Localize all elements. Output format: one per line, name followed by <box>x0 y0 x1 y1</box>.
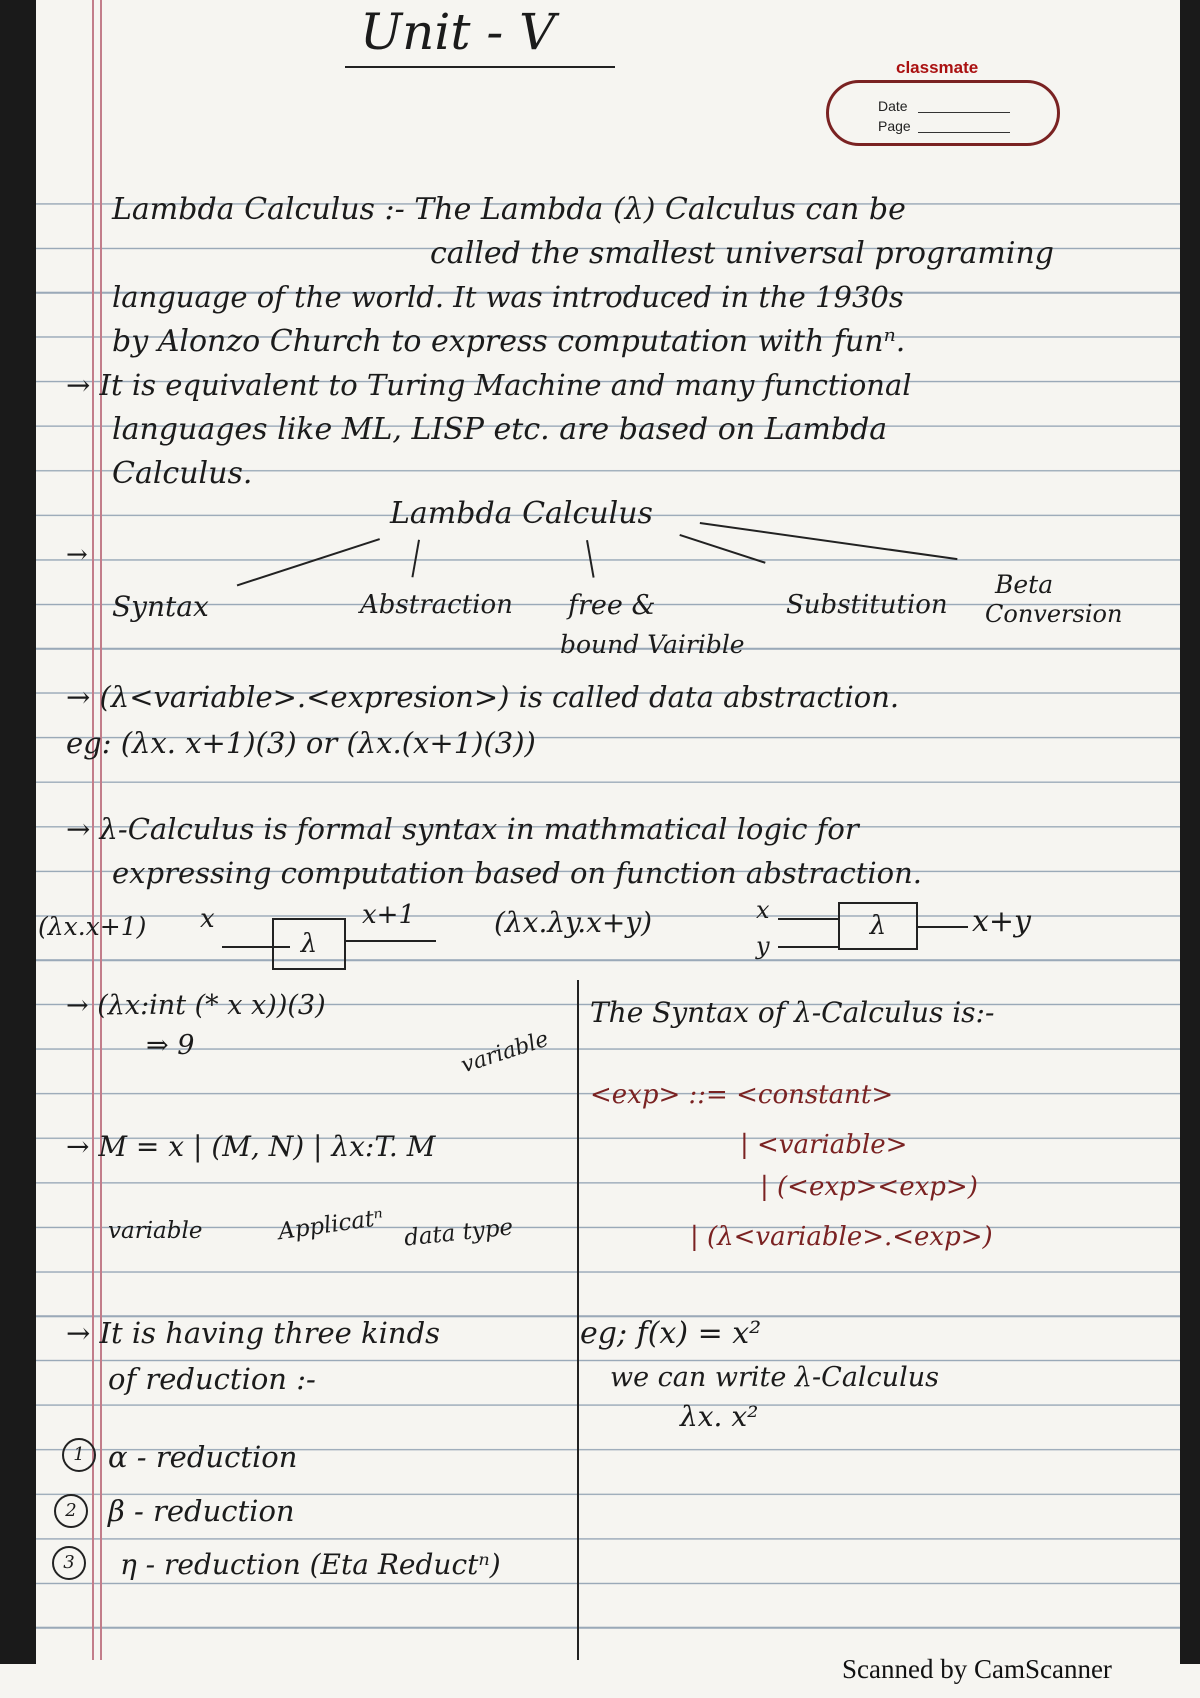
classmate-logo <box>826 58 1056 148</box>
annotation-label: data type <box>402 1214 515 1252</box>
text-line: Lambda Calculus :- The Lambda (λ) Calculus can be <box>112 192 906 227</box>
text-line: Calculus. <box>112 456 253 491</box>
page-line <box>918 132 1010 133</box>
syntax-heading: The Syntax of λ-Calculus is:- <box>590 996 995 1029</box>
column-divider <box>577 980 579 1660</box>
diagram-arrow <box>778 946 840 948</box>
syntax-rule: | <variable> <box>740 1130 908 1160</box>
text-line: eg: (λx. x+1)(3) or (λx.(x+1)(3)) <box>66 726 536 760</box>
tree-node-bound: bound Vairible <box>560 630 745 659</box>
reduction-item: α - reduction <box>108 1440 298 1474</box>
number-circle: 1 <box>62 1438 96 1472</box>
text-line: → M = x | (M, N) | λx:T. M <box>66 1130 436 1163</box>
reduction-item: β - reduction <box>108 1494 295 1528</box>
scan-left-edge <box>0 0 36 1698</box>
classmate-brand: classmate <box>896 58 979 77</box>
diagram-input: x <box>756 896 770 924</box>
text-line: of reduction :- <box>108 1362 316 1396</box>
lambda-box: λ <box>838 902 918 950</box>
reduction-item: η - reduction (Eta Reductⁿ) <box>120 1548 501 1581</box>
tree-node-syntax: Syntax <box>112 590 209 623</box>
syntax-rule: <exp> ::= <constant> <box>590 1080 894 1110</box>
diagram-label: (λx.λy.x+y) <box>494 906 653 939</box>
text-line: → (λ<variable>.<expresion>) is called data abstraction. <box>66 680 900 714</box>
text-line: by Alonzo Church to express computation with funⁿ. <box>112 324 906 359</box>
text-line: expressing computation based on function abstraction. <box>112 856 922 890</box>
syntax-rule: | (<exp><exp>) <box>760 1172 978 1202</box>
tree-node-conversion: Conversion <box>985 600 1123 628</box>
diagram-output: x+y <box>972 904 1032 939</box>
diagram-output: x+1 <box>362 900 415 930</box>
date-line <box>918 112 1010 113</box>
classmate-oval <box>826 80 1060 146</box>
diagram-input: x <box>200 904 215 934</box>
example-line: λx. x² <box>680 1400 759 1433</box>
scanner-watermark: Scanned by CamScanner <box>842 1654 1112 1684</box>
tree-node-abstraction: Abstraction <box>360 590 513 620</box>
arrow-mark: → <box>66 540 88 570</box>
diagram-input: y <box>756 932 770 960</box>
annotation-label: Applicatⁿ <box>276 1204 386 1246</box>
example-line: we can write λ-Calculus <box>610 1362 939 1393</box>
tree-root: Lambda Calculus <box>390 496 653 531</box>
diagram-arrow <box>346 940 436 942</box>
page-title: Unit - V <box>360 3 556 61</box>
example-line: eg; f(x) = x² <box>580 1316 762 1351</box>
scan-right-edge <box>1180 0 1200 1698</box>
annotation-label: variable <box>458 1026 552 1079</box>
text-line: → It is equivalent to Turing Machine and many functional <box>66 368 912 402</box>
diagram-arrow <box>778 918 840 920</box>
text-line: → λ-Calculus is formal syntax in mathmatical logic for <box>66 812 859 846</box>
date-label: Date <box>878 98 908 114</box>
text-line: → (λx:int (* x x))(3) <box>66 990 326 1021</box>
annotation-label: variable <box>108 1218 203 1244</box>
diagram-label: (λx.x+1) <box>38 912 147 941</box>
tree-node-free: free & <box>568 590 656 621</box>
text-line: languages like ML, LISP etc. are based on Lambda <box>112 412 888 447</box>
tree-node-substitution: Substitution <box>786 590 948 620</box>
text-line: language of the world. It was introduced in the 1930s <box>112 280 904 314</box>
tree-node-beta: Beta <box>995 570 1054 599</box>
text-line: called the smallest universal programing <box>430 236 1054 271</box>
number-circle: 2 <box>54 1494 88 1528</box>
lambda-box: λ <box>272 918 346 970</box>
number-circle: 3 <box>52 1546 86 1580</box>
diagram-arrow <box>918 926 968 928</box>
title-underline <box>345 66 615 68</box>
text-line: ⇒ 9 <box>146 1030 195 1061</box>
page-label: Page <box>878 118 911 134</box>
syntax-rule: | (λ<variable>.<exp>) <box>690 1222 993 1252</box>
text-line: → It is having three kinds <box>66 1316 441 1350</box>
